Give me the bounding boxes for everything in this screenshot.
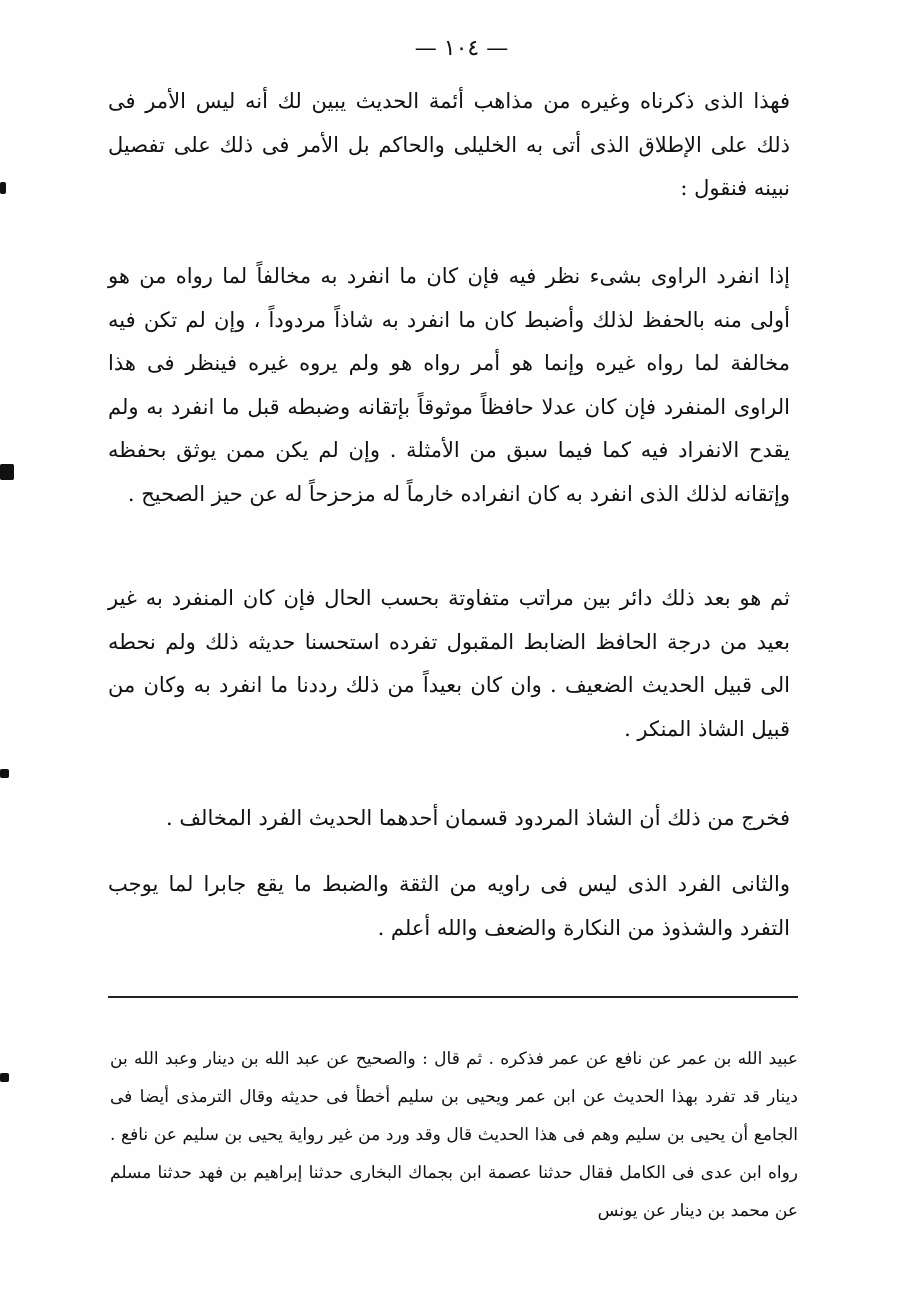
page-number: — ١٠٤ — [414,36,509,61]
paragraph-ranks: ثم هو بعد ذلك دائر بين مراتب متفاوتة بحسب الحال فإن كان المنفرد به غير بعيد من درجة الحافظ الضابط المقبول تفرده استحسنا حديثه ذلك ولم نحطه الى قبيل الحديث الضعيف . وان كان بعيداً من ذلك رددنا ما انفرد به وكان من قبيل الشاذ المنكر . [108,586,790,741]
paragraph-solitary-narrator: إذا انفرد الراوى بشىء نظر فيه فإن كان ما انفرد به مخالفاً لما رواه من هو أولى منه بالحفظ لذلك وأضبط كان ما انفرد به شاذاً مردوداً ، وإن لم تكن فيه مخالفة لما رواه غيره وإنما هو أمر رواه هو ولم يروه غيره فينظر فى هذا الراوى المنفرد فإن كان عدلا حافظاً موثوقاً بإتقانه وضبطه قبل ما انفرد به ولم يقدح الانفراد فيه كما فيما سبق من الأمثلة . وإن لم يكن ممن يوثق بحفظه وإتقانه لذلك الذى انفرد به كان انفراده خارماً له مزحزحاً له عن حيز الصحيح . [108,264,790,506]
paragraph-intro: فهذا الذى ذكرناه وغيره من مذاهب أئمة الحديث يبين لك أنه ليس الأمر فى ذلك على الإطلاق الذى أتى به الخليلى والحاكم بل الأمر فى ذلك على تفصيل نبينه فنقول : [108,89,790,200]
binding-mark [0,1073,9,1082]
binding-mark [0,182,6,194]
footnote-separator-line [108,996,798,998]
footnote-text: عبيد الله بن عمر عن نافع عن عمر فذكره . ثم قال : والصحيح عن عبد الله بن دينار وعبد الله بن دينار قد تفرد بهذا الحديث عن ابن عمر ويحيى بن سليم أخطأ فى حديثه وقال الترمذى أيضا فى الجامع أن يحيى بن سليم وهم فى هذا الحديث قال وقد ورد من غير رواية يحيى بن سليم عن نافع . رواه ابن عدى فى الكامل فقال حدثنا عصمة ابن بجماك البخارى حدثنا إبراهيم بن فهد حدثنا مسلم عن محمد بن دينار عن يونس [110,1049,798,1221]
paragraph-first-type: فخرج من ذلك أن الشاذ المردود قسمان أحدهما الحديث الفرد المخالف . [165,806,790,830]
paragraph-second-type: والثانى الفرد الذى ليس فى راويه من الثقة والضبط ما يقع جابرا لما يوجب التفرد والشذوذ من النكارة والضعف والله أعلم . [108,872,790,940]
binding-mark [0,769,9,778]
binding-mark [0,464,14,480]
